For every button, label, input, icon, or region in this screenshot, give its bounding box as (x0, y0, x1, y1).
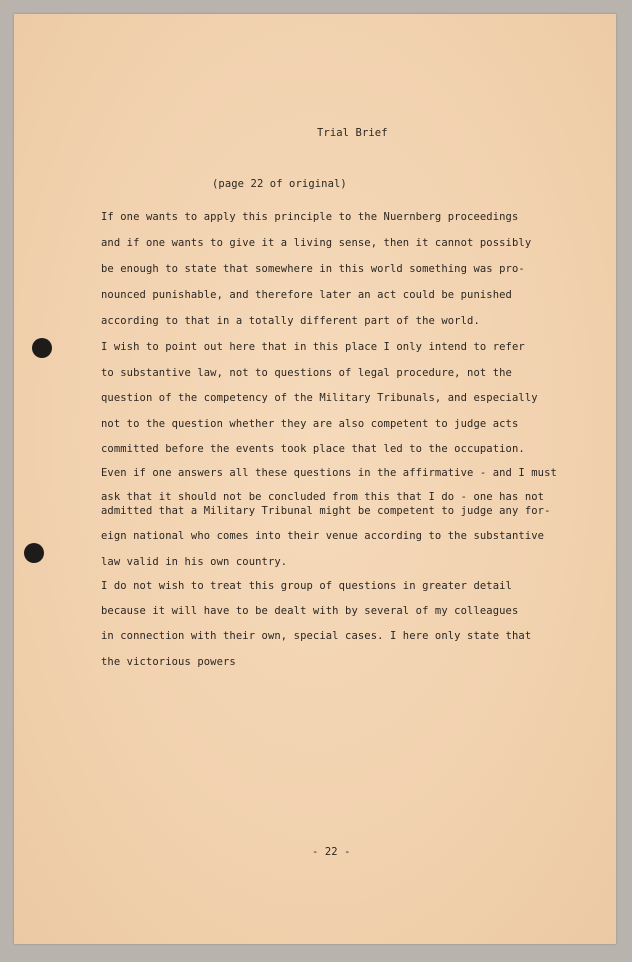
body-line: because it will have to be dealt with by several of my colleagues (101, 605, 519, 617)
body-line: Even if one answers all these questions in the affirmative - and I must (101, 467, 557, 479)
body-line: question of the competency of the Military Tribunals, and especially (101, 392, 538, 404)
document-page (14, 14, 616, 944)
punch-hole (24, 543, 44, 563)
body-line: eign national who comes into their venue according to the substantive (101, 530, 545, 542)
body-line: ask that it should not be concluded from this that I do - one has not (101, 491, 545, 503)
body-line: the victorious powers (101, 656, 236, 668)
body-line: and if one wants to give it a living sense, then it cannot possibly (101, 237, 532, 249)
body-line: nounced punishable, and therefore later an act could be punished (101, 289, 512, 301)
body-line: I wish to point out here that in this place I only intend to refer (101, 341, 525, 353)
body-line: If one wants to apply this principle to the Nuernberg proceedings (101, 211, 519, 223)
page-number: - 22 - (312, 846, 351, 858)
document-header: Trial Brief (317, 127, 388, 139)
body-line: committed before the events took place that led to the occupation. (101, 443, 525, 455)
body-line: in connection with their own, special cases. I here only state that (101, 630, 532, 642)
body-line: according to that in a totally different part of the world. (101, 315, 480, 327)
body-line: to substantive law, not to questions of legal procedure, not the (101, 367, 512, 379)
page-reference: (page 22 of original) (212, 178, 347, 190)
body-line: not to the question whether they are also competent to judge acts (101, 418, 519, 430)
body-line: be enough to state that somewhere in this world something was pro- (101, 263, 525, 275)
punch-hole (32, 338, 52, 358)
body-line: admitted that a Military Tribunal might be competent to judge any for- (101, 505, 551, 517)
body-line: I do not wish to treat this group of questions in greater detail (101, 580, 512, 592)
body-line: law valid in his own country. (101, 556, 288, 568)
